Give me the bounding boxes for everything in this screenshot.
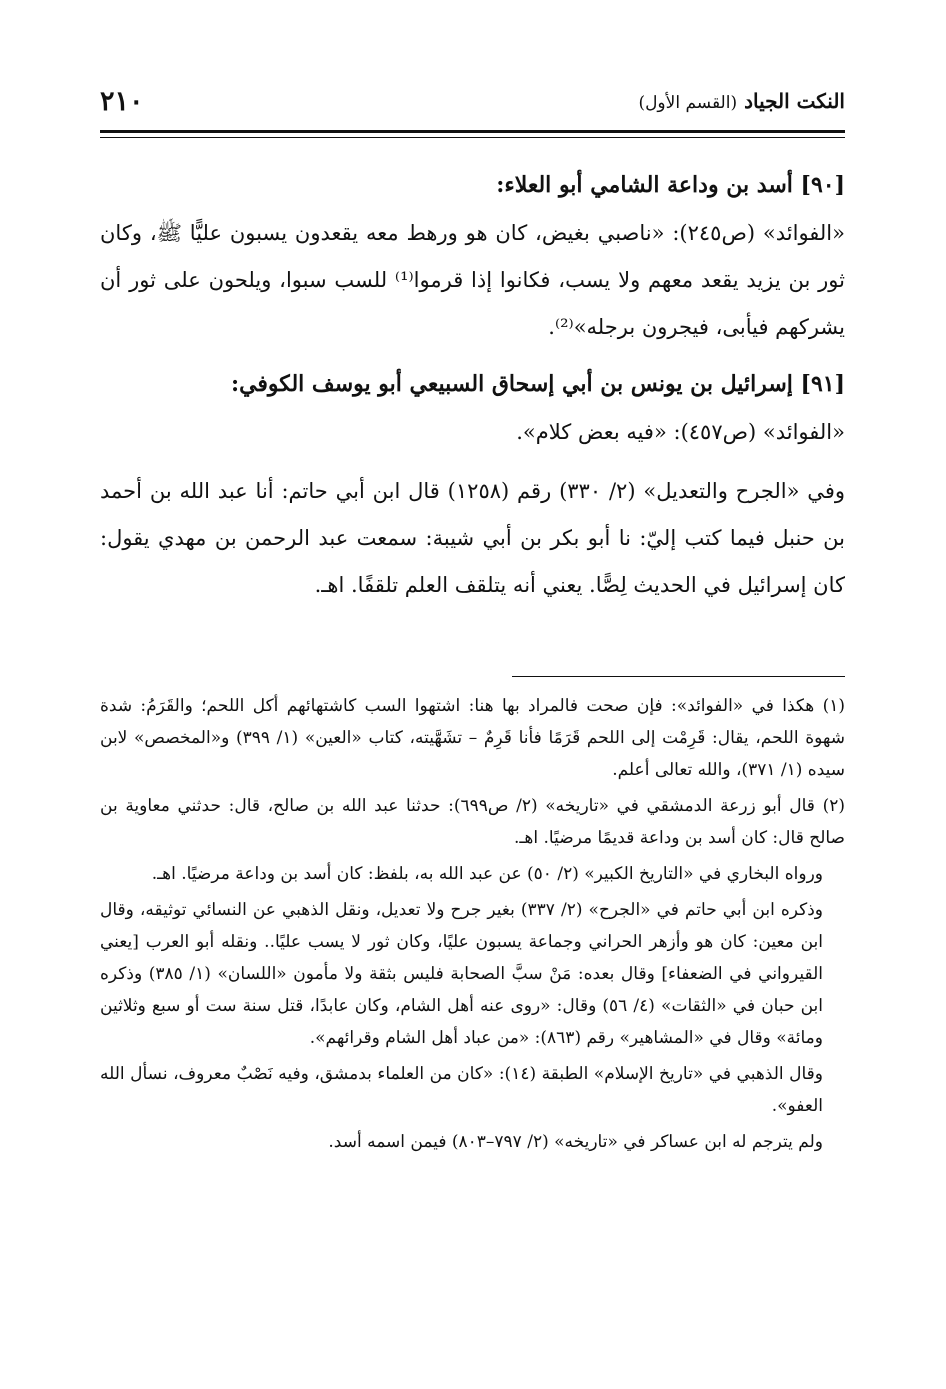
book-part: (القسم الأول) bbox=[638, 93, 738, 113]
entry-91-paragraph-2: وفي «الجرح والتعديل» (٢/ ٣٣٠) رقم (١٢٥٨) قال ابن أبي حاتم: أنا عبد الله بن أحمد بن حنبل فيما كتب إليّ: نا أبو بكر بن أبي شيبة: سمعت عبد الرحمن بن مهدي يقول: كان إسرائيل في الحديث لِصًّا. يعني أنه يتلقف العلم تلقفًا. اهـ. bbox=[100, 479, 845, 597]
book-title: النكت الجياد bbox=[744, 89, 845, 113]
footnote-separator bbox=[512, 676, 845, 677]
footnotes bbox=[100, 690, 845, 1162]
footnote-2: (٢) قال أبو زرعة الدمشقي في «تاريخه» (٢/ ص٦٩٩): حدثنا عبد الله بن صالح، قال: حدثني معاوية بن صالح قال: كان أسد بن وداعة قديمًا مرضيًا. اهـ. bbox=[100, 796, 845, 848]
footnote-2-continuation: ولم يترجم له ابن عساكر في «تاريخه» (٢/ ٧٩٧–٨٠٣) فيمن اسمه أسد. bbox=[328, 1132, 823, 1152]
running-title bbox=[638, 89, 845, 113]
footnote-1: (١) هكذا في «الفوائد»: فإن صحت فالمراد بها هنا: اشتهوا السب كاشتهائهم أكل اللحم؛ والقَرَمُ: شدة شهوة اللحم، يقال: قَرِمْت إلى اللحم قَرَمًا فأنا قَرِمٌ – تشَهَّيته، كتاب «العين» (١/ ٣٩٩) و«المخصص» لابن سيده (١/ ٣٧١)، والله تعالى أعلم. bbox=[100, 696, 846, 780]
header-rule-thin bbox=[100, 137, 845, 138]
entry-91-paragraph-1: «الفوائد» (ص٤٥٧): «فيه بعض كلام». bbox=[516, 420, 845, 444]
main-text bbox=[100, 160, 845, 609]
book-page bbox=[100, 0, 845, 1389]
footnote-2-continuation: وذكره ابن أبي حاتم في «الجرح» (٢/ ٣٣٧) بغير جرح ولا تعديل، ونقل الذهبي عن النسائي توثيقه، وقال ابن معين: كان هو وأزهر الحراني وجماعة يسبون عليًا، وكان ثور لا يسب عليًا.. ونقله أبو العرب [يعني القيرواني في الضعفاء] وقال بعده: مَنْ سبَّ الصحابة فليس بثقة ولا مأمون «اللسان» (١/ ٣٨٥) وذكره ابن حبان في «الثقات» (٤/ ٥٦) وقال: «روى عنه أهل الشام، وكان عابدًا، قتل سنة ست أو سبع وثلاثين ومائة» وقال في «المشاهير» رقم (٨٦٣): «من عباد أهل الشام وقرائهم». bbox=[100, 900, 824, 1048]
entry-90-paragraph: «الفوائد» (ص٢٤٥): «ناصبي بغيض، كان هو ورهط معه يقعدون يسبون عليًّا ﷺ، وكان ثور بن يزيد يقعد معهم ولا يسب، فكانوا إذا قرموا⁽¹⁾ للسب سبوا، ويلحون على ثور أن يشركهم فيأبى، فيجرون برجله»⁽²⁾. bbox=[100, 221, 846, 339]
header-rule-thick bbox=[100, 130, 845, 133]
entry-heading-91: [٩١] إسرائيل بن يونس بن أبي إسحاق السبيعي أبو يوسف الكوفي: bbox=[230, 371, 845, 397]
entry-heading-90: [٩٠] أسد بن وداعة الشامي أبو العلاء: bbox=[496, 172, 845, 198]
footnote-2-continuation: ورواه البخاري في «التاريخ الكبير» (٢/ ٥٠) عن عبد الله به، بلفظ: كان أسد بن وداعة مرضيًا. اهـ. bbox=[151, 864, 823, 884]
page-header bbox=[100, 78, 845, 124]
footnote-2-continuation: وقال الذهبي في «تاريخ الإسلام» الطبقة (١٤): «كان من العلماء بدمشق، وفيه نَصْبٌ معروف، نسأل الله العفو». bbox=[100, 1064, 823, 1116]
page-number: ٢١٠ bbox=[100, 85, 144, 117]
